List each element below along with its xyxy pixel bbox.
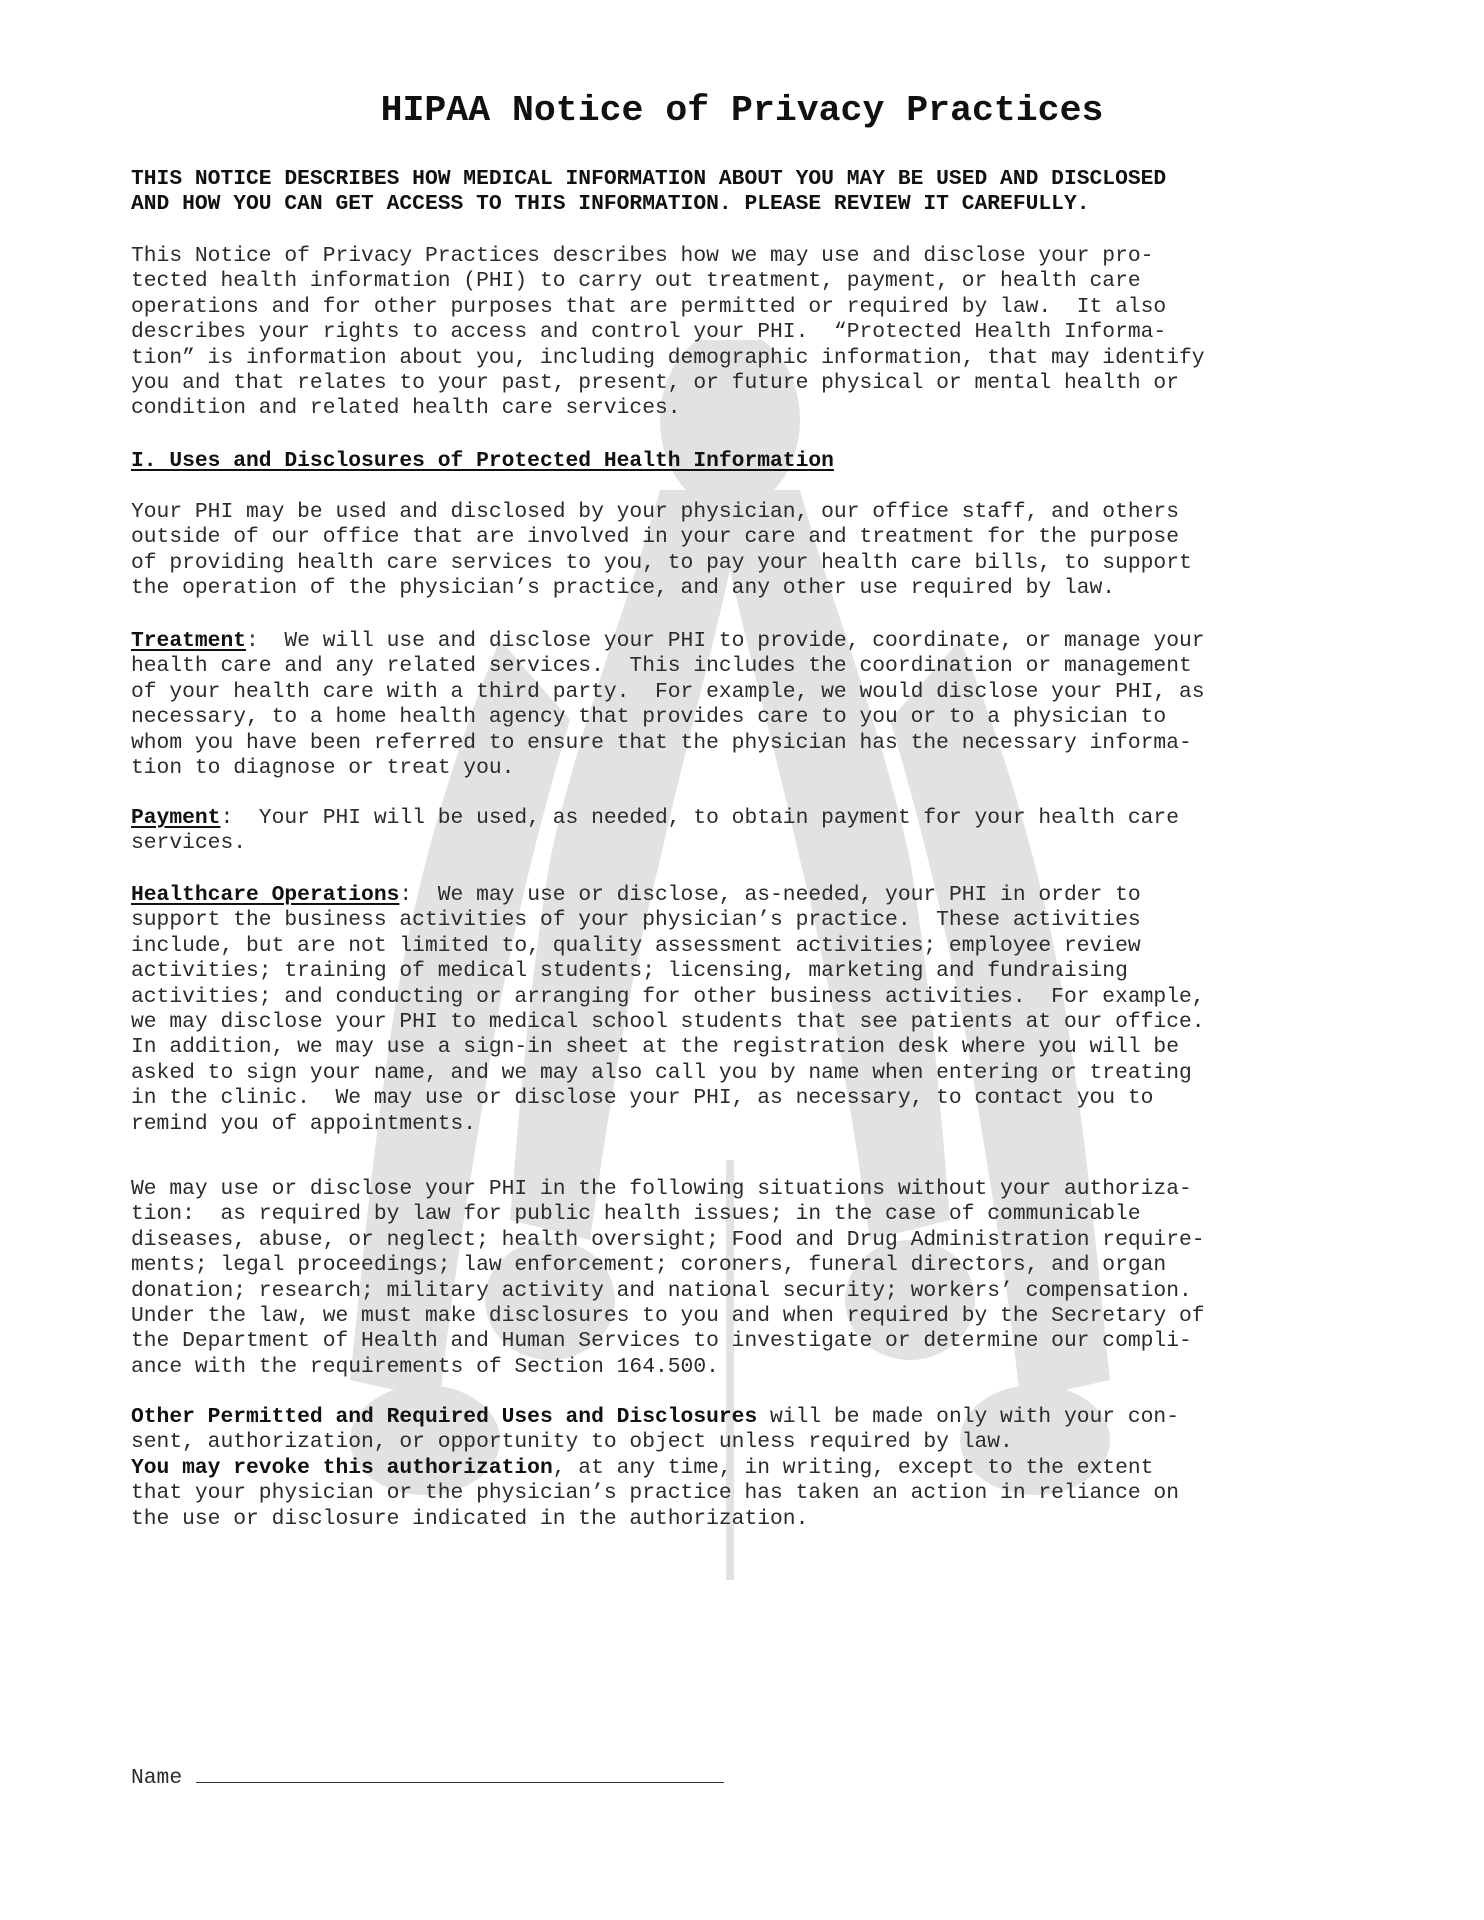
intro-line: describes your rights to access and control your PHI. “Protected Health Informa- bbox=[131, 320, 1167, 345]
treatment-line: : We will use and disclose your PHI to provide, coordinate, or manage your bbox=[246, 629, 1205, 653]
name-field[interactable] bbox=[196, 1762, 724, 1783]
payment-line: services. bbox=[131, 831, 247, 856]
payment-line: : Your PHI will be used, as needed, to obtain payment for your health care bbox=[220, 806, 1179, 830]
section1-line: Your PHI may be used and disclosed by your physician, our office staff, and others bbox=[131, 500, 1179, 524]
without-auth-line: Under the law, we must make disclosures to you and when required by the Secretary of bbox=[131, 1304, 1205, 1329]
without-auth-line: We may use or disclose your PHI in the following situations without your authoriza- bbox=[131, 1177, 1192, 1201]
other-permitted-label: Other Permitted and Required Uses and Disclosures bbox=[131, 1405, 758, 1429]
signature-block bbox=[131, 1762, 724, 1791]
treatment-label: Treatment bbox=[131, 629, 247, 653]
without-authorization-paragraph bbox=[131, 1177, 1371, 1380]
intro-line: tected health information (PHI) to carry out treatment, payment, or health care bbox=[131, 269, 1141, 294]
without-auth-line: ance with the requirements of Section 164.500. bbox=[131, 1354, 719, 1379]
operations-line: asked to sign your name, and we may also call you by name when entering or treating bbox=[131, 1060, 1192, 1085]
operations-paragraph bbox=[131, 883, 1371, 1137]
payment-label: Payment bbox=[131, 806, 221, 830]
intro-line: you and that relates to your past, present, or future physical or mental health or bbox=[131, 371, 1179, 396]
treatment-line: health care and any related services. This includes the coordination or management bbox=[131, 654, 1192, 679]
section1-line: the operation of the physician’s practice, and any other use required by law. bbox=[131, 576, 1116, 601]
treatment-line: whom you have been referred to ensure that the physician has the necessary informa- bbox=[131, 730, 1192, 755]
intro-line: This Notice of Privacy Practices describes how we may use and disclose your pro- bbox=[131, 244, 1154, 268]
without-auth-line: diseases, abuse, or neglect; health oversight; Food and Drug Administration require- bbox=[131, 1227, 1205, 1252]
section-heading-uses-disclosures: I. Uses and Disclosures of Protected Health Information bbox=[131, 449, 834, 473]
other-uses-paragraph bbox=[131, 1405, 1371, 1532]
treatment-line: tion to diagnose or treat you. bbox=[131, 756, 515, 781]
revoke-line: , at any time, in writing, except to the extent bbox=[552, 1455, 1154, 1480]
other-permitted-line: sent, authorization, or opportunity to object unless required by law. bbox=[131, 1430, 1013, 1455]
operations-line: In addition, we may use a sign-in sheet at the registration desk where you will be bbox=[131, 1035, 1179, 1060]
section1-line: of providing health care services to you, to pay your health care bills, to support bbox=[131, 550, 1192, 575]
other-permitted-line: will be made only with your con- bbox=[757, 1405, 1179, 1429]
revoke-line: that your physician or the physician’s practice has taken an action in reliance on bbox=[131, 1481, 1179, 1506]
notice-line: THIS NOTICE DESCRIBES HOW MEDICAL INFORMATION ABOUT YOU MAY BE USED AND DISCLOSED bbox=[131, 167, 1167, 191]
operations-line: we may disclose your PHI to medical school students that see patients at our office. bbox=[131, 1010, 1205, 1035]
revoke-line: the use or disclosure indicated in the authorization. bbox=[131, 1506, 809, 1531]
operations-line: : We may use or disclose, as-needed, your PHI in order to bbox=[399, 883, 1141, 907]
section1-paragraph bbox=[131, 500, 1371, 602]
without-auth-line: tion: as required by law for public health issues; in the case of communicable bbox=[131, 1202, 1141, 1227]
operations-line: remind you of appointments. bbox=[131, 1111, 477, 1136]
treatment-line: of your health care with a third party. For example, we would disclose your PHI, as bbox=[131, 679, 1205, 704]
section1-line: outside of our office that are involved in your care and treatment for the purpose bbox=[131, 525, 1179, 550]
treatment-paragraph bbox=[131, 629, 1371, 781]
operations-label: Healthcare Operations bbox=[131, 883, 400, 907]
operations-line: in the clinic. We may use or disclose your PHI, as necessary, to contact you to bbox=[131, 1086, 1154, 1111]
notice-banner bbox=[131, 167, 1371, 218]
without-auth-line: ments; legal proceedings; law enforcement; coroners, funeral directors, and organ bbox=[131, 1253, 1167, 1278]
intro-line: condition and related health care services. bbox=[131, 396, 681, 421]
name-label: Name bbox=[131, 1766, 183, 1790]
without-auth-line: the Department of Health and Human Services to investigate or determine our compli- bbox=[131, 1329, 1192, 1354]
intro-paragraph bbox=[131, 244, 1371, 422]
operations-line: activities; training of medical students; licensing, marketing and fundraising bbox=[131, 959, 1128, 984]
operations-line: support the business activities of your physician’s practice. These activities bbox=[131, 908, 1141, 933]
revoke-label: You may revoke this authorization bbox=[131, 1455, 553, 1480]
treatment-line: necessary, to a home health agency that provides care to you or to a physician to bbox=[131, 705, 1167, 730]
notice-line: AND HOW YOU CAN GET ACCESS TO THIS INFORMATION. PLEASE REVIEW IT CAREFULLY. bbox=[131, 192, 1090, 217]
without-auth-line: donation; research; military activity and national security; workers’ compensation. bbox=[131, 1278, 1192, 1303]
operations-line: include, but are not limited to, quality assessment activities; employee review bbox=[131, 933, 1141, 958]
page-title: HIPAA Notice of Privacy Practices bbox=[380, 90, 1104, 131]
intro-line: tion” is information about you, including demographic information, that may identify bbox=[131, 345, 1205, 370]
intro-line: operations and for other purposes that are permitted or required by law. It also bbox=[131, 294, 1167, 319]
payment-paragraph bbox=[131, 806, 1371, 857]
operations-line: activities; and conducting or arranging for other business activities. For example, bbox=[131, 984, 1205, 1009]
